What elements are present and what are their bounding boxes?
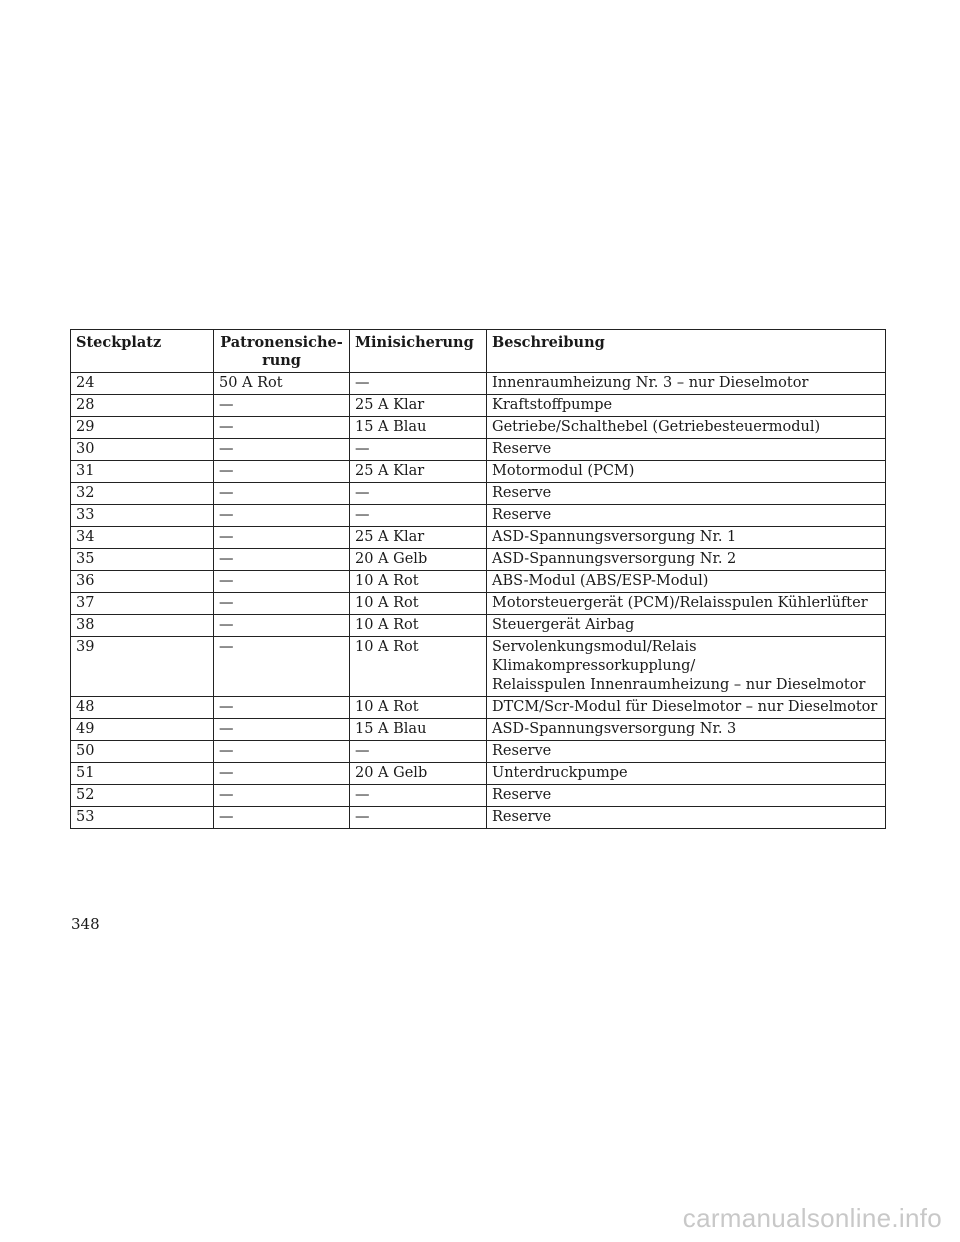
cell-mini: 10 A Rot [350, 571, 487, 593]
cell-mini: 25 A Klar [350, 395, 487, 417]
table-row [71, 395, 886, 417]
cell-description [487, 719, 886, 741]
cell-mini: 15 A Blau [350, 417, 487, 439]
description-line1: Servolenkungsmodul/Relais Klimakompressorkupplung/ [492, 639, 697, 674]
cell-description [487, 571, 886, 593]
cell-cartridge: — [214, 417, 350, 439]
cell-description [487, 505, 886, 527]
cell-cartridge: — [214, 697, 350, 719]
cell-mini: 10 A Rot [350, 615, 487, 637]
cell-slot: 48 [71, 697, 214, 719]
cell-slot: 50 [71, 741, 214, 763]
description-line1: Reserve [492, 743, 552, 759]
cell-cartridge: 50 A Rot [214, 373, 350, 395]
description-line1: ASD-Spannungsversorgung Nr. 2 [492, 551, 737, 567]
table-row [71, 527, 886, 549]
cell-slot: 39 [71, 637, 214, 697]
cell-slot: 37 [71, 593, 214, 615]
table-row [71, 505, 886, 527]
cell-slot: 52 [71, 785, 214, 807]
cell-cartridge: — [214, 395, 350, 417]
table-row [71, 549, 886, 571]
description-line1: Innenraumheizung Nr. 3 – nur Dieselmotor [492, 375, 809, 391]
table-row [71, 741, 886, 763]
cell-cartridge: — [214, 439, 350, 461]
cell-slot: 38 [71, 615, 214, 637]
cell-cartridge: — [214, 571, 350, 593]
cell-mini: — [350, 741, 487, 763]
cell-slot: 32 [71, 483, 214, 505]
description-line1: ASD-Spannungsversorgung Nr. 1 [492, 529, 737, 545]
cell-cartridge: — [214, 461, 350, 483]
cell-mini: 10 A Rot [350, 593, 487, 615]
header-cartridge-line1: Patronensiche- [220, 334, 343, 351]
cell-cartridge: — [214, 593, 350, 615]
description-line1: Reserve [492, 441, 552, 457]
cell-description [487, 527, 886, 549]
cell-cartridge: — [214, 741, 350, 763]
description-line1: Reserve [492, 485, 552, 501]
header-cartridge [214, 330, 350, 373]
description-line1: ASD-Spannungsversorgung Nr. 3 [492, 721, 737, 737]
cell-cartridge: — [214, 549, 350, 571]
description-line1: Reserve [492, 809, 552, 825]
page-number: 348 [71, 915, 100, 933]
cell-slot: 24 [71, 373, 214, 395]
table-row [71, 373, 886, 395]
cell-mini: — [350, 505, 487, 527]
cell-description [487, 763, 886, 785]
watermark: carmanualsonline.info [682, 1203, 942, 1233]
cell-cartridge: — [214, 505, 350, 527]
table-row [71, 785, 886, 807]
description-line1: Motormodul (PCM) [492, 463, 635, 479]
table-row [71, 719, 886, 741]
table-row [71, 763, 886, 785]
description-line1: DTCM/Scr-Modul für Dieselmotor – nur Dieselmotor [492, 699, 878, 715]
table-body [71, 373, 886, 829]
header-slot: Steckplatz [71, 330, 214, 373]
description-line1: ABS-Modul (ABS/ESP-Modul) [492, 573, 709, 589]
table-row [71, 807, 886, 829]
cell-slot: 31 [71, 461, 214, 483]
cell-description [487, 593, 886, 615]
cell-slot: 36 [71, 571, 214, 593]
cell-mini: — [350, 483, 487, 505]
cell-slot: 49 [71, 719, 214, 741]
cell-cartridge: — [214, 637, 350, 697]
cell-description [487, 483, 886, 505]
cell-mini: — [350, 439, 487, 461]
cell-mini: — [350, 373, 487, 395]
cell-description [487, 741, 886, 763]
cell-description [487, 373, 886, 395]
description-line1: Steuergerät Airbag [492, 617, 635, 633]
cell-slot: 33 [71, 505, 214, 527]
table-row [71, 697, 886, 719]
cell-slot: 51 [71, 763, 214, 785]
table-row [71, 439, 886, 461]
cell-description [487, 615, 886, 637]
description-line2: Relaisspulen Innenraumheizung – nur Dieselmotor [492, 677, 866, 693]
table-row [71, 461, 886, 483]
table-header-row [71, 330, 886, 373]
table-row [71, 615, 886, 637]
cell-mini: 20 A Gelb [350, 549, 487, 571]
cell-mini: 10 A Rot [350, 697, 487, 719]
cell-description [487, 697, 886, 719]
cell-mini: 20 A Gelb [350, 763, 487, 785]
cell-slot: 53 [71, 807, 214, 829]
cell-description [487, 439, 886, 461]
cell-slot: 29 [71, 417, 214, 439]
cell-description [487, 395, 886, 417]
header-mini: Minisicherung [350, 330, 487, 373]
cell-description [487, 417, 886, 439]
header-cartridge-line2: rung [262, 352, 301, 369]
table-row [71, 483, 886, 505]
table-row [71, 593, 886, 615]
cell-cartridge: — [214, 483, 350, 505]
cell-mini: 25 A Klar [350, 461, 487, 483]
cell-slot: 35 [71, 549, 214, 571]
cell-mini: 15 A Blau [350, 719, 487, 741]
cell-description [487, 637, 886, 697]
description-line1: Motorsteuergerät (PCM)/Relaisspulen Kühlerlüfter [492, 595, 868, 611]
cell-cartridge: — [214, 719, 350, 741]
fuse-table [70, 329, 886, 829]
description-line1: Unterdruckpumpe [492, 765, 628, 781]
cell-description [487, 549, 886, 571]
cell-mini: — [350, 807, 487, 829]
cell-cartridge: — [214, 785, 350, 807]
cell-slot: 30 [71, 439, 214, 461]
description-line1: Getriebe/Schalthebel (Getriebesteuermodul) [492, 419, 821, 435]
cell-mini: 25 A Klar [350, 527, 487, 549]
cell-cartridge: — [214, 763, 350, 785]
table-row [71, 637, 886, 697]
cell-description [487, 785, 886, 807]
table-row [71, 417, 886, 439]
cell-cartridge: — [214, 527, 350, 549]
description-line1: Reserve [492, 787, 552, 803]
description-line1: Kraftstoffpumpe [492, 397, 613, 413]
cell-mini: — [350, 785, 487, 807]
header-description: Beschreibung [487, 330, 886, 373]
description-line1: Reserve [492, 507, 552, 523]
cell-cartridge: — [214, 807, 350, 829]
cell-cartridge: — [214, 615, 350, 637]
cell-slot: 34 [71, 527, 214, 549]
cell-description [487, 461, 886, 483]
cell-mini: 10 A Rot [350, 637, 487, 697]
table-row [71, 571, 886, 593]
cell-description [487, 807, 886, 829]
cell-slot: 28 [71, 395, 214, 417]
